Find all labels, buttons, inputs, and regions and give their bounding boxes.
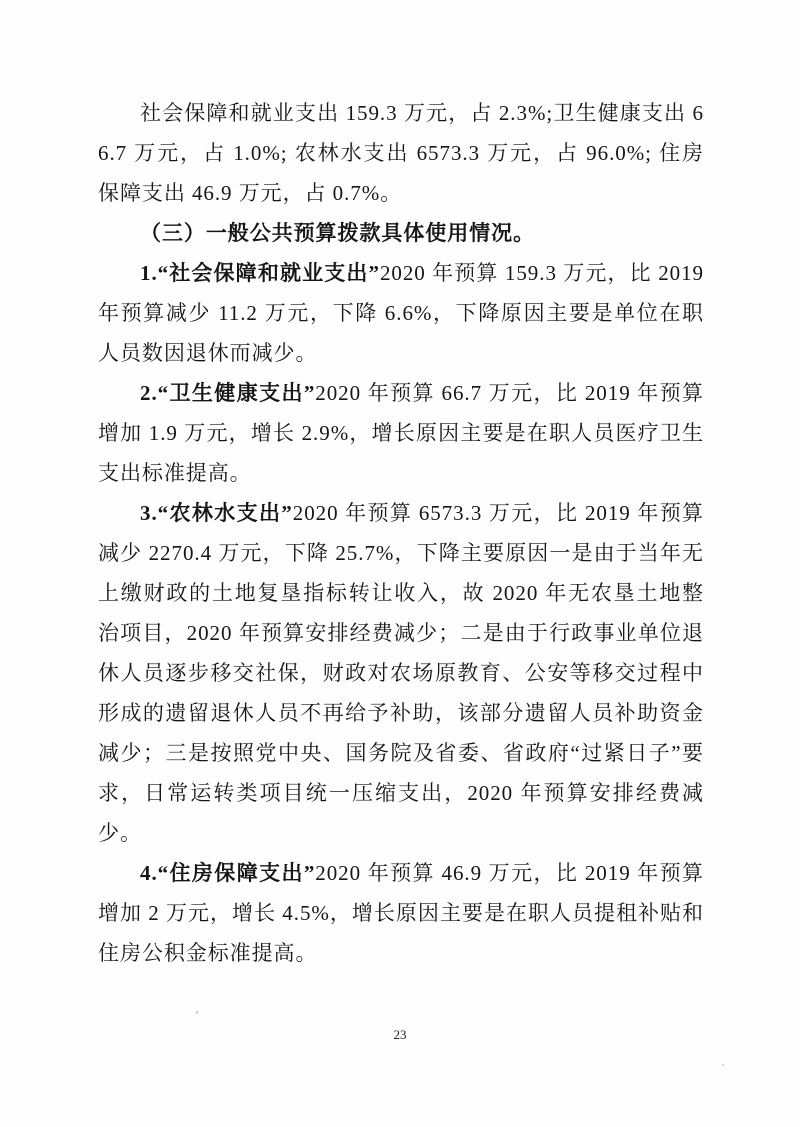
section-heading-text: （三）一般公共预算拨款具体使用情况。 (140, 221, 536, 245)
item-3-lead: 3.“农林水支出” (140, 501, 293, 525)
item-3-text: 2020 年预算 6573.3 万元，比 2019 年预算减少 2270.4 万元，下降 25.7%，下降主要原因一是由于当年无上缴财政的土地复垦指标转让收入，故 2020 年无农垦土地整治项目，2020 年预算安排经费减少；二是由于行政事业单位退休人员逐步移交社保，财政对农场原教育、公安等移交过程中形成的遗留退休人员不再给予补助，该部分遗留人员补助资金减少；三是按照党中央、国务院及省委、省政府“过紧日子”要求，日常运转类项目统一压缩支出，2020 年预算安排经费减少。 (98, 501, 704, 845)
page-footer (0, 1026, 800, 1044)
page-number: 23 (393, 1027, 407, 1042)
item-1-text: 2020 年预算 159.3 万元，比 2019 年预算减少 11.2 万元，下降 6.6%，下降原因主要是单位在职人员数因退休而减少。 (98, 261, 704, 365)
scan-speck (722, 1064, 724, 1066)
item-2-text: 2020 年预算 66.7 万元，比 2019 年预算增加 1.9 万元，增长 2.9%，增长原因主要是在职人员医疗卫生支出标准提高。 (98, 381, 704, 485)
item-4-text: 2020 年预算 46.9 万元，比 2019 年预算增加 2 万元，增长 4.5%，增长原因主要是在职人员提租补贴和住房公积金标准提高。 (98, 861, 704, 965)
scan-speck (196, 1011, 198, 1014)
item-4-housing-paragraph (98, 853, 704, 973)
item-1-lead: 1.“社会保障和就业支出” (140, 261, 380, 285)
item-2-health-paragraph (98, 373, 704, 493)
item-3-agriculture-water-paragraph (98, 493, 704, 853)
paragraph-text: 社会保障和就业支出 159.3 万元，占 2.3%;卫生健康支出 66.7 万元，占 1.0%; 农林水支出 6573.3 万元，占 96.0%; 住房保障支出 46.9 万元，占 0.7%。 (98, 101, 704, 205)
section-heading (98, 213, 704, 253)
item-4-lead: 4.“住房保障支出” (140, 861, 316, 885)
document-body (98, 93, 704, 973)
intro-expenditure-paragraph (98, 93, 704, 213)
item-1-social-security-paragraph (98, 253, 704, 373)
item-2-lead: 2.“卫生健康支出” (140, 381, 316, 405)
